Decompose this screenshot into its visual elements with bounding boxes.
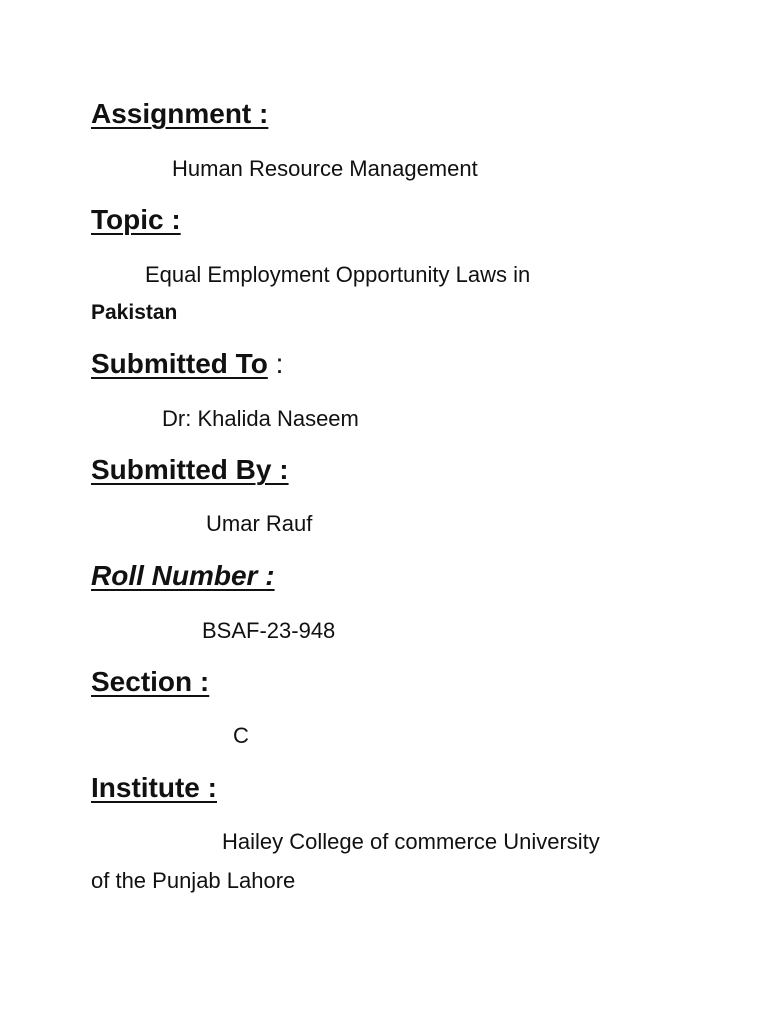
roll-number-value: BSAF-23-948 [202, 618, 336, 643]
institute-label: Institute : [91, 772, 217, 803]
roll-number-label: Roll Number : [91, 560, 275, 591]
submitted-to-value: Dr: Khalida Naseem [162, 406, 359, 431]
topic-value-line2: Pakistan [91, 301, 178, 324]
assignment-value: Human Resource Management [172, 156, 478, 181]
institute-value-line1: Hailey College of commerce University [222, 829, 600, 854]
topic-heading [91, 206, 181, 234]
section-label: Section : [91, 666, 210, 697]
assignment-heading [91, 100, 268, 128]
submitted-by-label: Submitted By : [91, 454, 289, 485]
submitted-by-heading [91, 456, 289, 484]
section-heading [91, 668, 209, 696]
assignment-label: Assignment : [91, 98, 269, 129]
submitted-to-heading [91, 350, 283, 378]
topic-label: Topic : [91, 204, 181, 235]
submitted-to-label: Submitted To [91, 348, 268, 379]
roll-number-heading [91, 562, 275, 590]
topic-value-line1: Equal Employment Opportunity Laws in [145, 262, 531, 287]
institute-value-line2: of the Punjab Lahore [91, 868, 296, 893]
institute-heading [91, 774, 217, 802]
submitted-by-value: Umar Rauf [206, 511, 313, 536]
submitted-to-colon: : [267, 348, 284, 379]
section-value: C [233, 723, 249, 748]
